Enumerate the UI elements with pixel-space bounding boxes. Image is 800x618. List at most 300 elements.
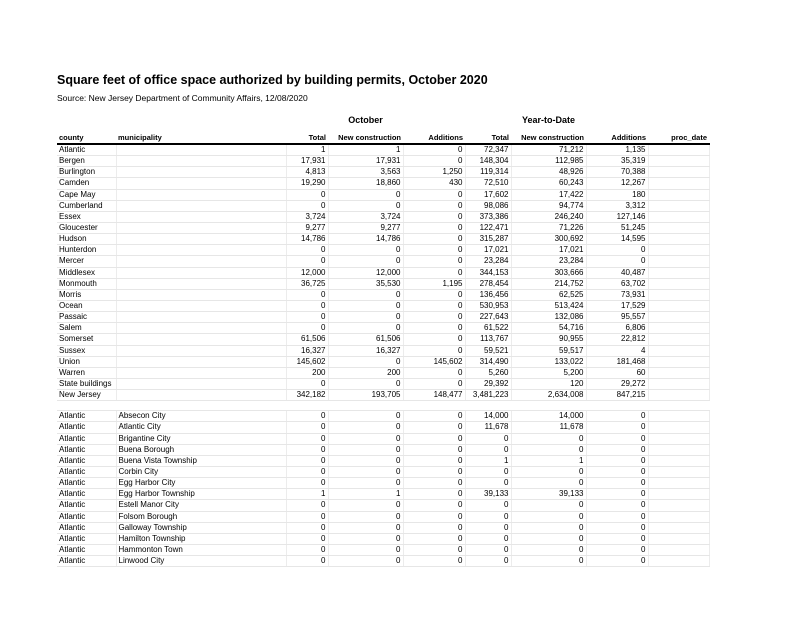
cell-oct-total: 0 bbox=[286, 312, 328, 323]
county-row bbox=[57, 178, 709, 189]
cell-ytd-total: 98,086 bbox=[465, 200, 511, 211]
cell-oct-additions: 145,602 bbox=[403, 356, 465, 367]
county-row bbox=[57, 156, 709, 167]
cell-ytd-total: 3,481,223 bbox=[465, 390, 511, 401]
cell-oct-additions: 0 bbox=[403, 323, 465, 334]
cell-proc-date bbox=[648, 200, 709, 211]
cell-oct-new: 0 bbox=[328, 289, 403, 300]
cell-proc-date bbox=[648, 167, 709, 178]
cell-proc-date bbox=[648, 533, 709, 544]
cell-ytd-new: 0 bbox=[511, 500, 586, 511]
cell-ytd-new: 62,525 bbox=[511, 289, 586, 300]
cell-ytd-additions: 0 bbox=[586, 422, 648, 433]
cell-municipality bbox=[116, 167, 286, 178]
cell-ytd-new: 0 bbox=[511, 444, 586, 455]
cell-ytd-additions: 0 bbox=[586, 245, 648, 256]
cell-municipality bbox=[116, 390, 286, 401]
cell-oct-additions: 148,477 bbox=[403, 390, 465, 401]
cell-proc-date bbox=[648, 489, 709, 500]
cell-municipality bbox=[116, 312, 286, 323]
cell-oct-total: 0 bbox=[286, 411, 328, 422]
cell-oct-total: 36,725 bbox=[286, 278, 328, 289]
cell-oct-additions: 0 bbox=[403, 200, 465, 211]
cell-ytd-total: 136,456 bbox=[465, 289, 511, 300]
cell-county: Passaic bbox=[57, 312, 116, 323]
cell-oct-additions: 0 bbox=[403, 211, 465, 222]
cell-oct-new: 193,705 bbox=[328, 390, 403, 401]
cell-ytd-total: 0 bbox=[465, 544, 511, 555]
cell-county: Burlington bbox=[57, 167, 116, 178]
cell-ytd-additions: 0 bbox=[586, 556, 648, 567]
cell-ytd-additions: 22,812 bbox=[586, 334, 648, 345]
cell-ytd-additions: 1,135 bbox=[586, 144, 648, 156]
cell-municipality bbox=[116, 256, 286, 267]
col-header-ytd-additions: Additions bbox=[586, 129, 648, 144]
cell-oct-new: 0 bbox=[328, 378, 403, 389]
cell-oct-additions: 0 bbox=[403, 345, 465, 356]
cell-oct-total: 200 bbox=[286, 367, 328, 378]
cell-oct-additions: 0 bbox=[403, 511, 465, 522]
cell-ytd-total: 59,521 bbox=[465, 345, 511, 356]
cell-oct-new: 17,931 bbox=[328, 156, 403, 167]
cell-ytd-total: 344,153 bbox=[465, 267, 511, 278]
cell-ytd-new: 71,226 bbox=[511, 222, 586, 233]
county-row bbox=[57, 278, 709, 289]
cell-county: Hunterdon bbox=[57, 245, 116, 256]
cell-ytd-additions: 63,702 bbox=[586, 278, 648, 289]
cell-proc-date bbox=[648, 289, 709, 300]
county-row bbox=[57, 211, 709, 222]
cell-oct-new: 0 bbox=[328, 433, 403, 444]
cell-oct-new: 12,000 bbox=[328, 267, 403, 278]
cell-oct-total: 4,813 bbox=[286, 167, 328, 178]
cell-proc-date bbox=[648, 356, 709, 367]
cell-ytd-new: 133,022 bbox=[511, 356, 586, 367]
cell-county: New Jersey bbox=[57, 390, 116, 401]
cell-municipality bbox=[116, 278, 286, 289]
cell-oct-total: 145,602 bbox=[286, 356, 328, 367]
municipality-row bbox=[57, 500, 709, 511]
cell-county: Cumberland bbox=[57, 200, 116, 211]
cell-proc-date bbox=[648, 222, 709, 233]
cell-ytd-total: 0 bbox=[465, 533, 511, 544]
cell-ytd-total: 14,000 bbox=[465, 411, 511, 422]
cell-county: Ocean bbox=[57, 300, 116, 311]
cell-county: Warren bbox=[57, 367, 116, 378]
cell-oct-new: 0 bbox=[328, 323, 403, 334]
cell-municipality: Egg Harbor Township bbox=[116, 489, 286, 500]
cell-ytd-additions: 0 bbox=[586, 511, 648, 522]
cell-oct-new: 16,327 bbox=[328, 345, 403, 356]
cell-ytd-total: 72,510 bbox=[465, 178, 511, 189]
page-title: Square feet of office space authorized by building permits, October 2020 bbox=[57, 73, 488, 87]
cell-oct-new: 0 bbox=[328, 544, 403, 555]
cell-oct-additions: 0 bbox=[403, 466, 465, 477]
cell-ytd-new: 132,086 bbox=[511, 312, 586, 323]
cell-proc-date bbox=[648, 312, 709, 323]
cell-county: Union bbox=[57, 356, 116, 367]
cell-oct-total: 0 bbox=[286, 466, 328, 477]
county-row bbox=[57, 367, 709, 378]
cell-ytd-new: 112,985 bbox=[511, 156, 586, 167]
cell-oct-total: 0 bbox=[286, 189, 328, 200]
cell-ytd-additions: 0 bbox=[586, 522, 648, 533]
cell-county: Essex bbox=[57, 211, 116, 222]
cell-ytd-additions: 0 bbox=[586, 489, 648, 500]
cell-oct-total: 342,182 bbox=[286, 390, 328, 401]
col-header-oct-total: Total bbox=[286, 129, 328, 144]
cell-oct-total: 0 bbox=[286, 323, 328, 334]
cell-ytd-new: 17,422 bbox=[511, 189, 586, 200]
cell-municipality: Corbin City bbox=[116, 466, 286, 477]
cell-ytd-additions: 0 bbox=[586, 455, 648, 466]
cell-proc-date bbox=[648, 444, 709, 455]
cell-oct-total: 0 bbox=[286, 300, 328, 311]
cell-proc-date bbox=[648, 455, 709, 466]
cell-ytd-total: 113,767 bbox=[465, 334, 511, 345]
cell-oct-additions: 0 bbox=[403, 312, 465, 323]
cell-oct-additions: 0 bbox=[403, 489, 465, 500]
cell-county: Bergen bbox=[57, 156, 116, 167]
cell-oct-additions: 0 bbox=[403, 222, 465, 233]
cell-ytd-new: 0 bbox=[511, 478, 586, 489]
cell-oct-total: 0 bbox=[286, 444, 328, 455]
cell-ytd-additions: 3,312 bbox=[586, 200, 648, 211]
cell-oct-new: 0 bbox=[328, 256, 403, 267]
cell-municipality: Linwood City bbox=[116, 556, 286, 567]
cell-oct-additions: 0 bbox=[403, 433, 465, 444]
cell-proc-date bbox=[648, 256, 709, 267]
cell-oct-total: 0 bbox=[286, 478, 328, 489]
cell-oct-additions: 0 bbox=[403, 334, 465, 345]
cell-ytd-additions: 29,272 bbox=[586, 378, 648, 389]
cell-oct-additions: 0 bbox=[403, 522, 465, 533]
cell-ytd-total: 0 bbox=[465, 556, 511, 567]
cell-proc-date bbox=[648, 500, 709, 511]
cell-county: Middlesex bbox=[57, 267, 116, 278]
cell-ytd-new: 120 bbox=[511, 378, 586, 389]
cell-ytd-total: 0 bbox=[465, 522, 511, 533]
cell-ytd-total: 0 bbox=[465, 444, 511, 455]
county-row bbox=[57, 345, 709, 356]
cell-proc-date bbox=[648, 378, 709, 389]
cell-ytd-total: 0 bbox=[465, 511, 511, 522]
cell-oct-additions: 0 bbox=[403, 234, 465, 245]
cell-ytd-new: 214,752 bbox=[511, 278, 586, 289]
cell-ytd-additions: 35,319 bbox=[586, 156, 648, 167]
cell-oct-total: 3,724 bbox=[286, 211, 328, 222]
cell-county: Hudson bbox=[57, 234, 116, 245]
cell-oct-new: 3,563 bbox=[328, 167, 403, 178]
cell-proc-date bbox=[648, 156, 709, 167]
municipality-row bbox=[57, 455, 709, 466]
cell-ytd-additions: 40,487 bbox=[586, 267, 648, 278]
cell-ytd-additions: 0 bbox=[586, 500, 648, 511]
cell-oct-total: 0 bbox=[286, 533, 328, 544]
county-row bbox=[57, 167, 709, 178]
col-header-oct-additions: Additions bbox=[403, 129, 465, 144]
cell-county: Salem bbox=[57, 323, 116, 334]
cell-proc-date bbox=[648, 433, 709, 444]
cell-oct-additions: 0 bbox=[403, 556, 465, 567]
cell-ytd-new: 246,240 bbox=[511, 211, 586, 222]
county-row bbox=[57, 189, 709, 200]
spacer-row bbox=[57, 401, 709, 411]
cell-municipality: Buena Borough bbox=[116, 444, 286, 455]
cell-ytd-total: 227,643 bbox=[465, 312, 511, 323]
cell-oct-additions: 0 bbox=[403, 156, 465, 167]
county-row bbox=[57, 390, 709, 401]
cell-ytd-total: 5,260 bbox=[465, 367, 511, 378]
municipality-row bbox=[57, 533, 709, 544]
cell-county: Atlantic bbox=[57, 533, 116, 544]
cell-oct-new: 0 bbox=[328, 411, 403, 422]
county-row bbox=[57, 289, 709, 300]
cell-ytd-additions: 847,215 bbox=[586, 390, 648, 401]
cell-ytd-additions: 70,388 bbox=[586, 167, 648, 178]
cell-ytd-additions: 0 bbox=[586, 256, 648, 267]
cell-oct-new: 0 bbox=[328, 522, 403, 533]
municipality-row bbox=[57, 556, 709, 567]
cell-municipality: Atlantic City bbox=[116, 422, 286, 433]
cell-ytd-total: 1 bbox=[465, 455, 511, 466]
cell-oct-new: 18,860 bbox=[328, 178, 403, 189]
cell-oct-additions: 0 bbox=[403, 533, 465, 544]
cell-municipality: Folsom Borough bbox=[116, 511, 286, 522]
cell-oct-total: 0 bbox=[286, 511, 328, 522]
cell-municipality bbox=[116, 378, 286, 389]
cell-oct-total: 19,290 bbox=[286, 178, 328, 189]
cell-oct-additions: 0 bbox=[403, 300, 465, 311]
county-row bbox=[57, 144, 709, 156]
cell-municipality: Estell Manor City bbox=[116, 500, 286, 511]
cell-county: Camden bbox=[57, 178, 116, 189]
cell-municipality bbox=[116, 144, 286, 156]
cell-oct-additions: 1,195 bbox=[403, 278, 465, 289]
cell-ytd-total: 278,454 bbox=[465, 278, 511, 289]
group-header-ytd: Year-to-Date bbox=[521, 114, 575, 125]
cell-ytd-additions: 73,931 bbox=[586, 289, 648, 300]
cell-ytd-new: 60,243 bbox=[511, 178, 586, 189]
cell-ytd-additions: 95,557 bbox=[586, 312, 648, 323]
cell-oct-total: 0 bbox=[286, 544, 328, 555]
cell-proc-date bbox=[648, 234, 709, 245]
cell-oct-new: 0 bbox=[328, 556, 403, 567]
cell-oct-new: 0 bbox=[328, 500, 403, 511]
cell-ytd-additions: 6,806 bbox=[586, 323, 648, 334]
cell-ytd-additions: 0 bbox=[586, 466, 648, 477]
group-header-october: October bbox=[348, 114, 383, 125]
cell-proc-date bbox=[648, 466, 709, 477]
cell-ytd-total: 0 bbox=[465, 433, 511, 444]
cell-county: Mercer bbox=[57, 256, 116, 267]
cell-ytd-total: 0 bbox=[465, 466, 511, 477]
cell-county: Atlantic bbox=[57, 433, 116, 444]
municipality-row bbox=[57, 411, 709, 422]
cell-proc-date bbox=[648, 511, 709, 522]
cell-municipality: Egg Harbor City bbox=[116, 478, 286, 489]
source-note: Source: New Jersey Department of Community Affairs, 12/08/2020 bbox=[57, 93, 308, 103]
cell-county: Atlantic bbox=[57, 522, 116, 533]
cell-oct-new: 0 bbox=[328, 300, 403, 311]
cell-ytd-new: 17,021 bbox=[511, 245, 586, 256]
cell-municipality bbox=[116, 234, 286, 245]
cell-oct-additions: 0 bbox=[403, 378, 465, 389]
cell-county: Sussex bbox=[57, 345, 116, 356]
municipality-row bbox=[57, 511, 709, 522]
cell-proc-date bbox=[648, 278, 709, 289]
cell-ytd-new: 59,517 bbox=[511, 345, 586, 356]
cell-ytd-additions: 127,146 bbox=[586, 211, 648, 222]
cell-municipality: Buena Vista Township bbox=[116, 455, 286, 466]
cell-proc-date bbox=[648, 267, 709, 278]
cell-oct-new: 0 bbox=[328, 200, 403, 211]
cell-municipality bbox=[116, 200, 286, 211]
cell-oct-total: 9,277 bbox=[286, 222, 328, 233]
cell-oct-new: 0 bbox=[328, 444, 403, 455]
cell-ytd-additions: 0 bbox=[586, 533, 648, 544]
cell-oct-total: 0 bbox=[286, 500, 328, 511]
cell-oct-new: 3,724 bbox=[328, 211, 403, 222]
col-header-county: county bbox=[57, 129, 116, 144]
cell-oct-total: 0 bbox=[286, 200, 328, 211]
cell-municipality bbox=[116, 345, 286, 356]
cell-county: Atlantic bbox=[57, 422, 116, 433]
cell-proc-date bbox=[648, 178, 709, 189]
cell-ytd-new: 11,678 bbox=[511, 422, 586, 433]
col-header-municipality: municipality bbox=[116, 129, 286, 144]
cell-county: Atlantic bbox=[57, 500, 116, 511]
cell-county: Atlantic bbox=[57, 556, 116, 567]
cell-county: Atlantic bbox=[57, 444, 116, 455]
cell-proc-date bbox=[648, 422, 709, 433]
cell-oct-new: 0 bbox=[328, 533, 403, 544]
cell-municipality bbox=[116, 367, 286, 378]
cell-oct-additions: 0 bbox=[403, 444, 465, 455]
cell-ytd-total: 23,284 bbox=[465, 256, 511, 267]
cell-oct-additions: 0 bbox=[403, 455, 465, 466]
cell-municipality bbox=[116, 156, 286, 167]
cell-ytd-new: 0 bbox=[511, 522, 586, 533]
cell-ytd-total: 61,522 bbox=[465, 323, 511, 334]
cell-oct-new: 9,277 bbox=[328, 222, 403, 233]
cell-ytd-new: 5,200 bbox=[511, 367, 586, 378]
cell-ytd-additions: 12,267 bbox=[586, 178, 648, 189]
cell-municipality bbox=[116, 289, 286, 300]
cell-oct-total: 1 bbox=[286, 144, 328, 156]
cell-proc-date bbox=[648, 478, 709, 489]
cell-oct-additions: 0 bbox=[403, 478, 465, 489]
cell-ytd-new: 303,666 bbox=[511, 267, 586, 278]
cell-oct-total: 0 bbox=[286, 256, 328, 267]
cell-oct-additions: 0 bbox=[403, 289, 465, 300]
municipality-row bbox=[57, 466, 709, 477]
cell-ytd-new: 14,000 bbox=[511, 411, 586, 422]
cell-oct-additions: 0 bbox=[403, 500, 465, 511]
cell-ytd-total: 0 bbox=[465, 478, 511, 489]
cell-ytd-total: 72,347 bbox=[465, 144, 511, 156]
cell-ytd-new: 90,955 bbox=[511, 334, 586, 345]
cell-proc-date bbox=[648, 345, 709, 356]
county-row bbox=[57, 200, 709, 211]
cell-municipality bbox=[116, 267, 286, 278]
cell-county: Morris bbox=[57, 289, 116, 300]
cell-proc-date bbox=[648, 211, 709, 222]
cell-proc-date bbox=[648, 411, 709, 422]
cell-ytd-additions: 4 bbox=[586, 345, 648, 356]
cell-ytd-additions: 181,468 bbox=[586, 356, 648, 367]
cell-ytd-total: 0 bbox=[465, 500, 511, 511]
cell-oct-new: 0 bbox=[328, 466, 403, 477]
cell-oct-new: 35,530 bbox=[328, 278, 403, 289]
cell-oct-new: 0 bbox=[328, 422, 403, 433]
column-group-row bbox=[57, 110, 709, 129]
county-row bbox=[57, 323, 709, 334]
cell-oct-additions: 0 bbox=[403, 411, 465, 422]
municipality-row bbox=[57, 489, 709, 500]
cell-proc-date bbox=[648, 245, 709, 256]
cell-ytd-new: 0 bbox=[511, 511, 586, 522]
cell-oct-new: 0 bbox=[328, 511, 403, 522]
cell-ytd-additions: 17,529 bbox=[586, 300, 648, 311]
cell-ytd-new: 39,133 bbox=[511, 489, 586, 500]
cell-ytd-total: 29,392 bbox=[465, 378, 511, 389]
cell-oct-additions: 0 bbox=[403, 144, 465, 156]
cell-ytd-additions: 0 bbox=[586, 411, 648, 422]
cell-ytd-total: 530,953 bbox=[465, 300, 511, 311]
county-row bbox=[57, 312, 709, 323]
cell-oct-new: 200 bbox=[328, 367, 403, 378]
cell-county: Cape May bbox=[57, 189, 116, 200]
cell-ytd-new: 300,692 bbox=[511, 234, 586, 245]
cell-ytd-total: 315,287 bbox=[465, 234, 511, 245]
cell-oct-total: 0 bbox=[286, 522, 328, 533]
county-row bbox=[57, 300, 709, 311]
cell-county: State buildings bbox=[57, 378, 116, 389]
cell-oct-additions: 0 bbox=[403, 267, 465, 278]
cell-ytd-additions: 51,245 bbox=[586, 222, 648, 233]
cell-ytd-new: 1 bbox=[511, 455, 586, 466]
cell-county: Somerset bbox=[57, 334, 116, 345]
cell-ytd-total: 148,304 bbox=[465, 156, 511, 167]
cell-county: Atlantic bbox=[57, 511, 116, 522]
cell-oct-additions: 0 bbox=[403, 189, 465, 200]
cell-ytd-total: 122,471 bbox=[465, 222, 511, 233]
cell-county: Atlantic bbox=[57, 411, 116, 422]
cell-ytd-total: 39,133 bbox=[465, 489, 511, 500]
column-header-row bbox=[57, 129, 709, 144]
cell-ytd-additions: 0 bbox=[586, 433, 648, 444]
cell-ytd-new: 0 bbox=[511, 556, 586, 567]
cell-proc-date bbox=[648, 323, 709, 334]
cell-proc-date bbox=[648, 367, 709, 378]
cell-ytd-new: 48,926 bbox=[511, 167, 586, 178]
cell-oct-total: 0 bbox=[286, 556, 328, 567]
cell-ytd-new: 2,634,008 bbox=[511, 390, 586, 401]
cell-oct-additions: 1,250 bbox=[403, 167, 465, 178]
cell-oct-additions: 430 bbox=[403, 178, 465, 189]
cell-proc-date bbox=[648, 390, 709, 401]
permits-table bbox=[57, 110, 710, 567]
cell-ytd-additions: 180 bbox=[586, 189, 648, 200]
cell-municipality bbox=[116, 334, 286, 345]
cell-ytd-additions: 0 bbox=[586, 544, 648, 555]
cell-oct-additions: 0 bbox=[403, 544, 465, 555]
cell-proc-date bbox=[648, 144, 709, 156]
county-row bbox=[57, 256, 709, 267]
cell-municipality bbox=[116, 356, 286, 367]
cell-oct-new: 0 bbox=[328, 245, 403, 256]
